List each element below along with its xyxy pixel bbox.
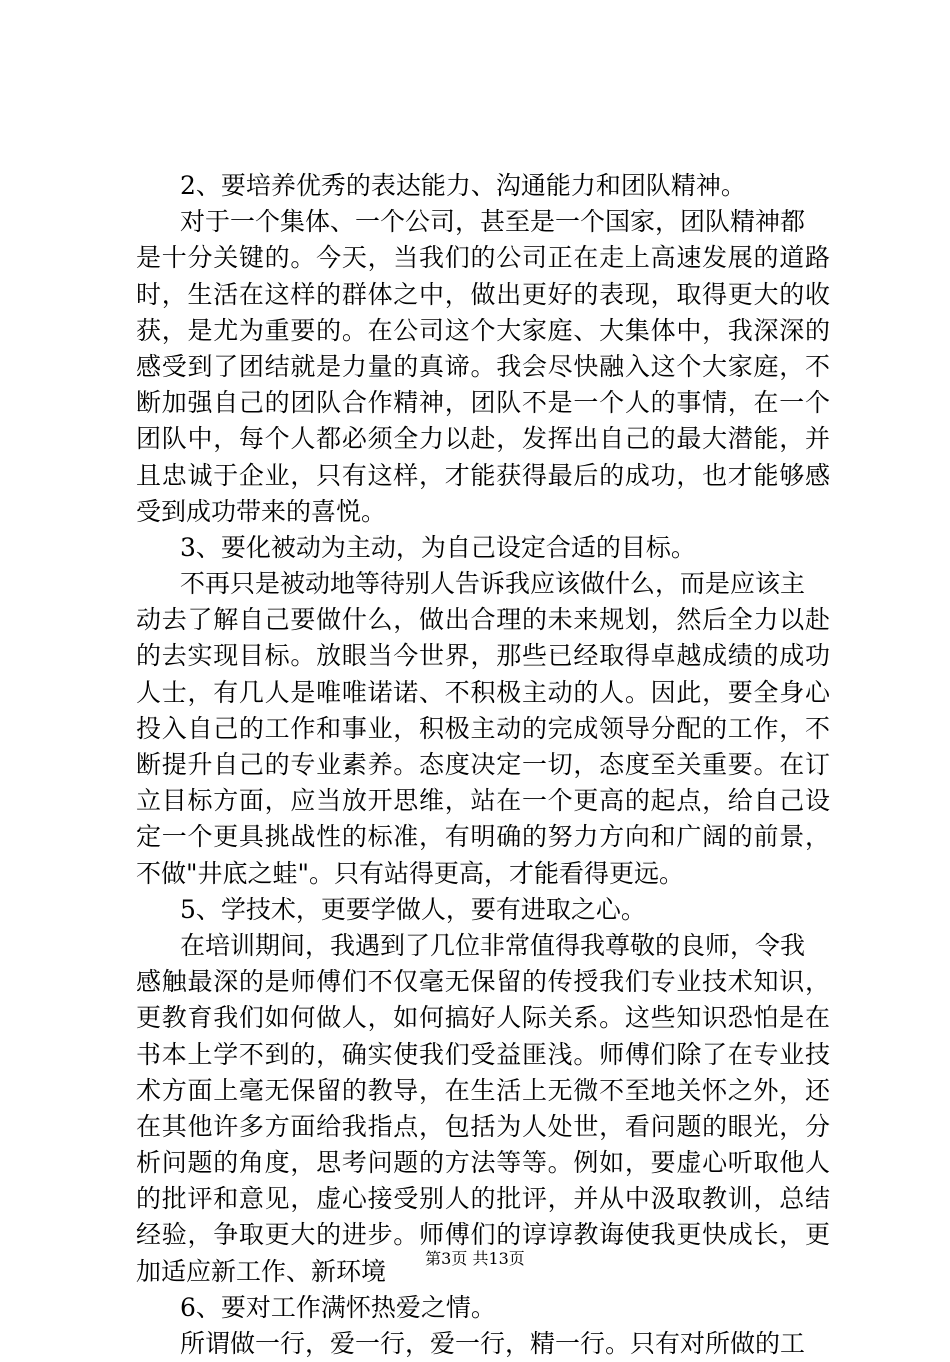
text-line: 的批评和意见，虚心接受别人的批评，并从中汲取教训，总结 [136,1184,830,1214]
text-line: 在其他许多方面给我指点，包括为人处世，看问题的眼光，分 [136,1111,830,1141]
text-line: 立目标方面，应当放开思维，站在一个更高的起点，给自己设 [136,786,830,816]
text-line: 不做"井底之蛙"。只有站得更高，才能看得更远。 [136,858,684,888]
text-line: 不再只是被动地等待别人告诉我应该做什么，而是应该主 [180,569,806,599]
text-line: 感受到了团结就是力量的真谛。我会尽快融入这个大家庭，不 [136,351,830,381]
text-line: 受到成功带来的喜悦。 [136,496,387,526]
page-number-footer: 第3页 共13页 [425,1249,525,1268]
text-line: 且忠诚于企业，只有这样，才能获得最后的成功，也才能够感 [136,460,830,490]
document-body [136,168,830,1362]
text-line: 人士，有几人是唯唯诺诺、不积极主动的人。因此，要全身心 [136,677,830,707]
text-line: 的去实现目标。放眼当今世界，那些已经取得卓越成绩的成功 [136,641,830,671]
section-heading-6: 6、要对工作满怀热爱之情。 [180,1292,496,1322]
text-line: 所谓做一行，爱一行，爱一行，精一行。只有对所做的工 [180,1329,806,1358]
text-line: 在培训期间，我遇到了几位非常值得我尊敬的良师，令我 [180,930,806,960]
text-line: 断加强自己的团队合作精神，团队不是一个人的事情，在一个 [136,388,830,418]
text-line: 经验，争取更大的进步。师傅们的谆谆教诲使我更快成长，更 [136,1220,830,1250]
text-line: 加适应新工作、新环境 [136,1256,387,1286]
text-line: 析问题的角度，思考问题的方法等等。例如，要虚心听取他人 [136,1148,830,1178]
text-line: 获，是尤为重要的。在公司这个大家庭、大集体中，我深深的 [136,315,830,345]
text-line: 更教育我们如何做人，如何搞好人际关系。这些知识恐怕是在 [136,1003,830,1033]
section-heading-5: 5、学技术，更要学做人，要有进取之心。 [180,894,646,924]
text-line: 团队中，每个人都必须全力以赴，发挥出自己的最大潜能，并 [136,424,830,454]
text-line: 书本上学不到的，确实使我们受益匪浅。师傅们除了在专业技 [136,1039,830,1069]
text-line: 术方面上毫无保留的教导，在生活上无微不至地关怀之外，还 [136,1075,830,1105]
text-line: 定一个更具挑战性的标准，有明确的努力方向和广阔的前景， [136,822,830,852]
text-line: 时，生活在这样的群体之中，做出更好的表现，取得更大的收 [136,279,830,309]
text-line: 对于一个集体、一个公司，甚至是一个国家，团队精神都 [180,207,806,237]
section-heading-3: 3、要化被动为主动，为自己设定合适的目标。 [180,532,696,562]
section-heading-2: 2、要培养优秀的表达能力、沟通能力和团队精神。 [180,171,746,200]
text-line: 投入自己的工作和事业，积极主动的完成领导分配的工作，不 [136,713,830,743]
text-line: 断提升自己的专业素养。态度决定一切，态度至关重要。在订 [136,750,830,779]
text-line: 感触最深的是师傅们不仅毫无保留的传授我们专业技术知识， [136,967,830,997]
text-line: 是十分关键的。今天，当我们的公司正在走上高速发展的道路 [136,243,830,273]
text-line: 动去了解自己要做什么，做出合理的未来规划，然后全力以赴 [136,605,830,635]
